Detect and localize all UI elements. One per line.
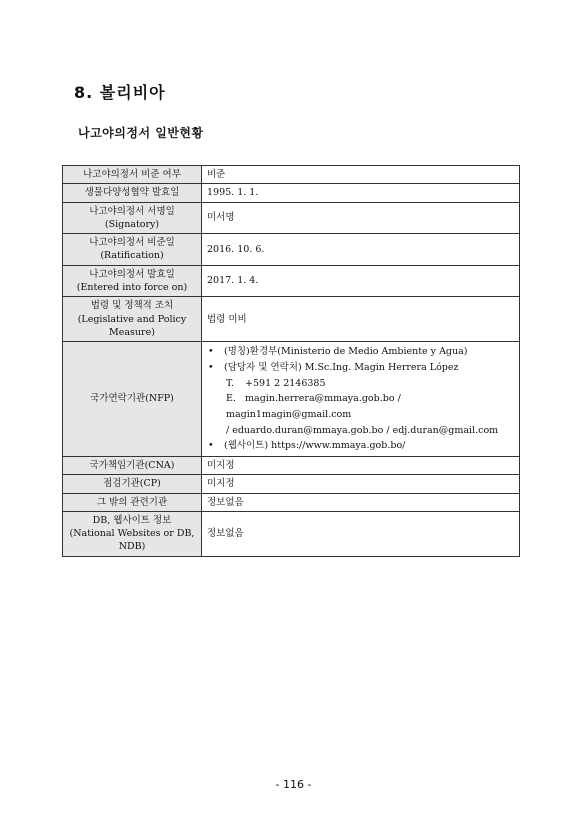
- label-line: (Entered into force on): [76, 282, 188, 294]
- row-label: 국가책임기관(CNA): [63, 456, 202, 474]
- table-row: [63, 166, 520, 184]
- label-line: (Legislative and Policy: [77, 313, 187, 325]
- section-title: 8. 볼리비아: [74, 83, 166, 102]
- row-label: 그 밖의 관련기관: [63, 493, 202, 511]
- row-value: 2017. 1. 4.: [202, 265, 520, 297]
- tel-label: T.: [226, 377, 234, 389]
- row-value: 미서명: [202, 202, 520, 234]
- list-item: [208, 438, 514, 454]
- table-row: [63, 265, 520, 297]
- label-line: 나고야의정서 서명일: [89, 205, 175, 217]
- row-value: 2016. 10. 6.: [202, 234, 520, 266]
- nfp-tel: +591 2 2146385: [245, 377, 326, 389]
- table-row: [63, 511, 520, 556]
- row-label: 점검기관(CP): [63, 475, 202, 493]
- label-line: 법령 및 정책적 조치: [90, 300, 174, 312]
- label-line: Measure): [109, 326, 155, 338]
- row-value: 미지정: [202, 456, 520, 474]
- nfp-details: [202, 342, 520, 457]
- row-label: [63, 297, 202, 342]
- list-item: [208, 391, 514, 422]
- label-line: 나고야의정서 비준일: [89, 237, 175, 249]
- table-row: [63, 202, 520, 234]
- row-label: 국가연락기관(NFP): [63, 342, 202, 457]
- table-row: [63, 475, 520, 493]
- table-row: [63, 297, 520, 342]
- nfp-list: [208, 344, 514, 454]
- label-line: DB, 웹사이트 정보: [92, 514, 172, 526]
- nfp-name: (명칭)환경부(Ministerio de Medio Ambiente y Agua): [224, 346, 468, 358]
- label-line: (Signatory): [104, 218, 160, 230]
- label-line: (Ratification): [100, 250, 164, 262]
- row-value: 미지정: [202, 475, 520, 493]
- bullet-icon: •: [208, 361, 214, 373]
- row-label: [63, 265, 202, 297]
- table-row: [63, 234, 520, 266]
- nfp-email: / eduardo.duran@mmaya.gob.bo / edj.duran@gmail.com: [226, 424, 499, 436]
- table-row: [63, 456, 520, 474]
- row-label: 나고야의정서 비준 여부: [63, 166, 202, 184]
- row-value: 정보없음: [202, 511, 520, 556]
- list-item: [208, 360, 514, 376]
- row-label: [63, 511, 202, 556]
- table-row-nfp: [63, 342, 520, 457]
- list-item: [208, 376, 514, 392]
- row-label: [63, 202, 202, 234]
- nagoya-status-table: [62, 165, 520, 557]
- bullet-icon: •: [208, 440, 214, 452]
- row-value: 정보없음: [202, 493, 520, 511]
- label-line: (National Websites or DB, NDB): [69, 528, 195, 553]
- page-number: - 116 -: [275, 778, 312, 791]
- table-row: [63, 493, 520, 511]
- list-item: [208, 344, 514, 360]
- row-label: [63, 234, 202, 266]
- nfp-contact: (담당자 및 연락처) M.Sc.Ing. Magin Herrera López: [224, 361, 459, 373]
- row-label: 생물다양성협약 발효일: [63, 184, 202, 202]
- nfp-website: (웹사이트) https://www.mmaya.gob.bo/: [224, 440, 406, 452]
- row-value: 법령 미비: [202, 297, 520, 342]
- sub-title: 나고야의정서 일반현황: [78, 126, 204, 140]
- email-label: E.: [226, 393, 236, 405]
- list-item: [208, 423, 514, 439]
- row-value: 1995. 1. 1.: [202, 184, 520, 202]
- nfp-email: magin.herrera@mmaya.gob.bo / magin1magin@gmail.com: [226, 393, 401, 420]
- row-value: 비준: [202, 166, 520, 184]
- bullet-icon: •: [208, 346, 214, 358]
- label-line: 나고야의정서 발효일: [89, 268, 175, 280]
- table-row: [63, 184, 520, 202]
